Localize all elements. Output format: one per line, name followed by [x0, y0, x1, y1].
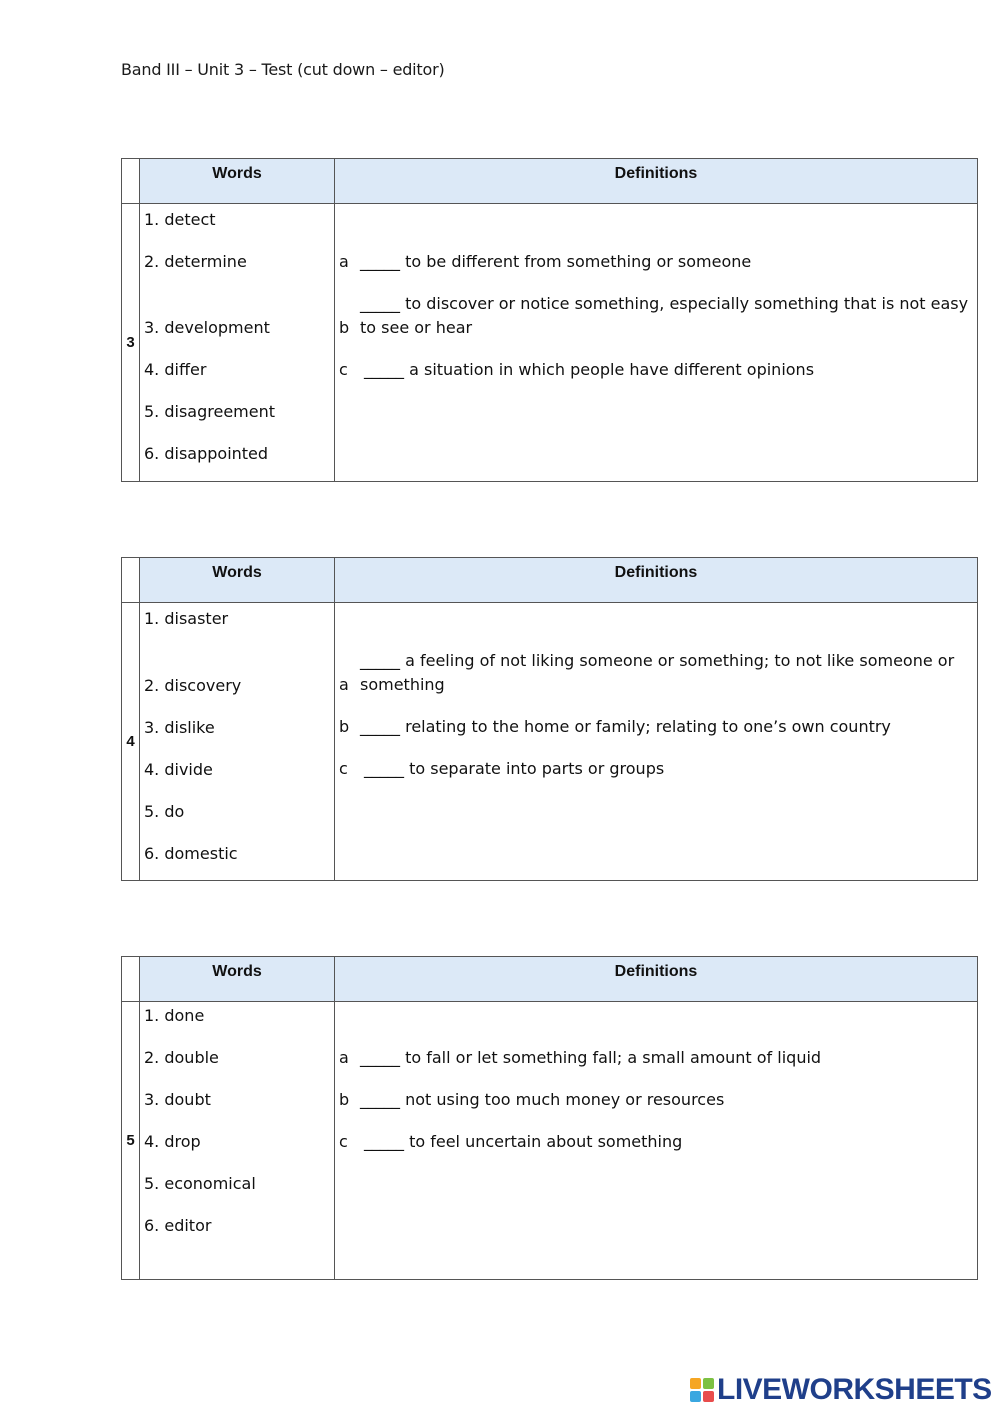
words-list	[140, 204, 335, 481]
words-column-header: Words	[140, 558, 335, 602]
word-item: 5. economical	[144, 1174, 256, 1193]
definition-item	[339, 757, 969, 781]
word-item: 4. divide	[144, 760, 213, 779]
word-item: 3. dislike	[144, 718, 215, 737]
words-list	[140, 1002, 335, 1279]
table-header-row	[122, 159, 977, 204]
definition-item	[339, 292, 969, 340]
word-item: 5. disagreement	[144, 402, 276, 421]
definition-letter: c	[339, 360, 348, 379]
definitions-list	[335, 204, 977, 481]
exercise-number: 3	[122, 204, 140, 481]
definition-item	[339, 1130, 969, 1154]
definition-item	[339, 1046, 969, 1070]
header-number-cell	[122, 957, 140, 1001]
definition-letter: a	[339, 252, 349, 271]
table-header-row	[122, 957, 977, 1002]
word-item: 3. doubt	[144, 1090, 211, 1109]
table-body-row	[122, 204, 977, 481]
definition-text[interactable]: _____ to discover or notice something, especially something that is not easy to see or hear	[360, 294, 969, 337]
definition-letter: c	[339, 1132, 348, 1151]
definition-text[interactable]: _____ a feeling of not liking someone or something; to not like someone or something	[360, 651, 955, 694]
word-item: 1. detect	[144, 210, 216, 229]
definition-item	[339, 1088, 969, 1112]
definition-item	[339, 250, 969, 274]
definition-letter: b	[339, 1090, 350, 1109]
word-item: 5. do	[144, 802, 185, 821]
word-item: 6. editor	[144, 1216, 212, 1235]
words-column-header: Words	[140, 957, 335, 1001]
exercise-table	[121, 956, 978, 1280]
header-number-cell	[122, 558, 140, 602]
liveworksheets-logo	[690, 1374, 992, 1406]
definition-letter: a	[339, 675, 349, 694]
exercise-number: 5	[122, 1002, 140, 1279]
definition-letter: b	[339, 717, 350, 736]
definitions-column-header: Definitions	[335, 957, 977, 1001]
word-item: 6. disappointed	[144, 444, 269, 463]
definition-letter: a	[339, 1048, 349, 1067]
definitions-list	[335, 1002, 977, 1279]
definition-text[interactable]: _____ a situation in which people have different opinions	[364, 360, 815, 379]
document-title: Band III – Unit 3 – Test (cut down – editor)	[121, 60, 445, 79]
definition-text[interactable]: _____ to feel uncertain about something	[364, 1132, 683, 1151]
word-item: 3. development	[144, 318, 270, 337]
words-column-header: Words	[140, 159, 335, 203]
definition-item	[339, 715, 969, 739]
logo-text: LIVEWORKSHEETS	[717, 1373, 992, 1406]
word-item: 6. domestic	[144, 844, 238, 863]
definition-letter: b	[339, 318, 350, 337]
word-item: 1. done	[144, 1006, 205, 1025]
word-item: 2. determine	[144, 252, 247, 271]
word-item: 2. discovery	[144, 676, 242, 695]
definitions-column-header: Definitions	[335, 558, 977, 602]
header-number-cell	[122, 159, 140, 203]
definition-text[interactable]: _____ to fall or let something fall; a small amount of liquid	[360, 1048, 822, 1067]
table-body-row	[122, 1002, 977, 1279]
exercise-table	[121, 557, 978, 881]
definition-text[interactable]: _____ to be different from something or someone	[360, 252, 752, 271]
table-header-row	[122, 558, 977, 603]
word-item: 4. differ	[144, 360, 207, 379]
word-item: 1. disaster	[144, 609, 229, 628]
word-item: 4. drop	[144, 1132, 201, 1151]
definition-text[interactable]: _____ not using too much money or resources	[360, 1090, 725, 1109]
definition-item	[339, 649, 969, 697]
definitions-list	[335, 603, 977, 880]
definition-item	[339, 358, 969, 382]
definition-letter: c	[339, 759, 348, 778]
definition-text[interactable]: _____ to separate into parts or groups	[364, 759, 665, 778]
liveworksheets-logo-icon	[690, 1378, 714, 1402]
definition-text[interactable]: _____ relating to the home or family; relating to one’s own country	[360, 717, 891, 736]
word-item: 2. double	[144, 1048, 219, 1067]
exercise-number: 4	[122, 603, 140, 880]
definitions-column-header: Definitions	[335, 159, 977, 203]
table-body-row	[122, 603, 977, 880]
exercise-table	[121, 158, 978, 482]
words-list	[140, 603, 335, 880]
